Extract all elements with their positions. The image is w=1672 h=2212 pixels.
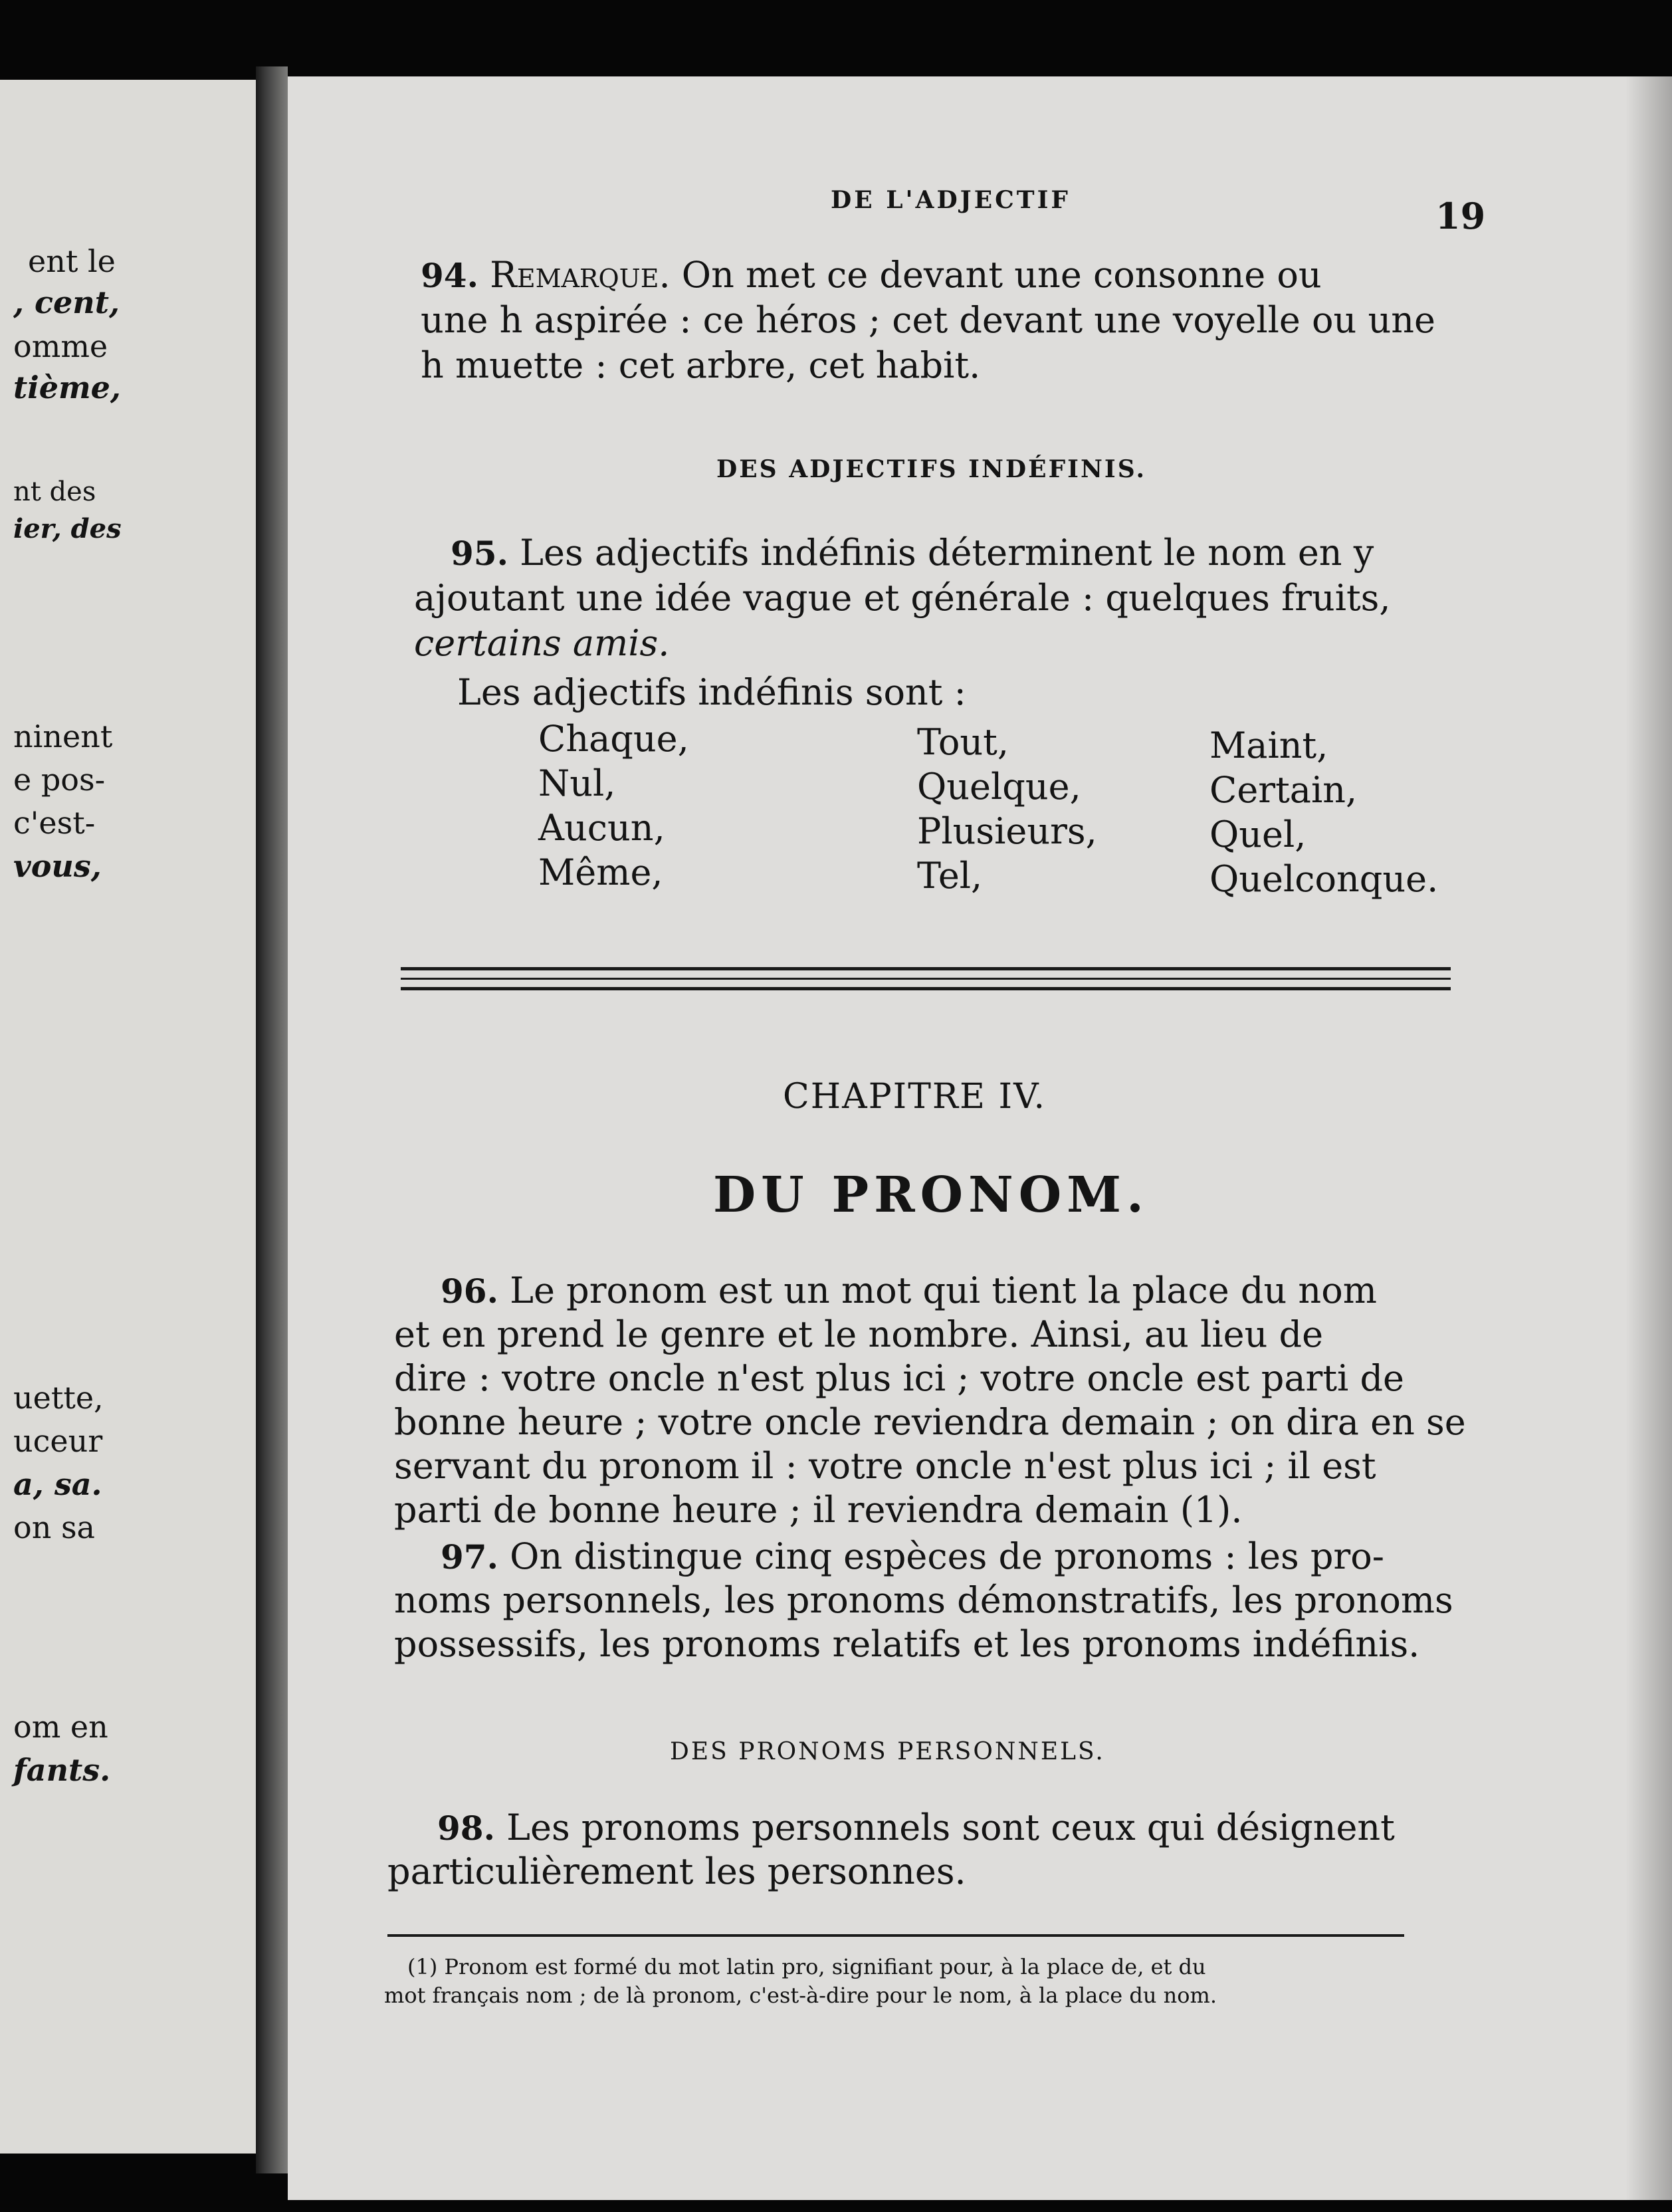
chapter-title: DU PRONOM. <box>713 1166 1149 1224</box>
list-item: Tout, <box>917 721 1009 763</box>
paragraph-96-line1 <box>441 1270 1377 1311</box>
list-item: Nul, <box>538 762 616 804</box>
list-item: Chaque, <box>538 718 689 760</box>
left-fragment: vous, <box>13 848 102 884</box>
left-fragment: fants. <box>13 1752 111 1788</box>
paragraph-94-line3: h muette : cet arbre, cet habit. <box>421 344 981 386</box>
list-item: Quelconque. <box>1209 858 1439 900</box>
left-fragment: ier, des <box>13 513 122 544</box>
paragraph-98-line1 <box>437 1807 1395 1848</box>
text-line: Les pronoms personnels sont ceux qui désignent <box>506 1807 1395 1848</box>
paragraph-94-line2: une h aspirée : ce héros ; cet devant une voyelle ou une <box>421 299 1436 341</box>
text-line: Les adjectifs indéfinis déterminent le nom en y <box>520 532 1374 574</box>
footnote-rule <box>387 1934 1404 1937</box>
list-item: Tel, <box>917 855 983 897</box>
paragraph-97-line1 <box>441 1535 1384 1577</box>
paragraph-number: 96. <box>441 1272 498 1311</box>
paragraph-95-intro: Les adjectifs indéfinis sont : <box>457 671 966 713</box>
left-fragment: ninent <box>13 719 113 754</box>
paragraph-97-line3: possessifs, les pronoms relatifs et les pronoms indéfinis. <box>394 1623 1420 1665</box>
left-fragment: ent le <box>28 243 116 279</box>
list-item: Certain, <box>1209 769 1358 811</box>
paragraph-96-line4: bonne heure ; votre oncle reviendra demain ; on dira en se <box>394 1401 1466 1443</box>
running-head: DE L'ADJECTIF <box>831 186 1071 214</box>
list-item: Aucun, <box>538 807 665 849</box>
left-fragment: on sa <box>13 1509 95 1545</box>
section-heading: DES PRONOMS PERSONNELS. <box>670 1738 1105 1765</box>
paragraph-97-line2: noms personnels, les pronoms démonstratifs, les pronoms <box>394 1579 1453 1621</box>
left-fragment: om en <box>13 1709 108 1745</box>
list-item: Plusieurs, <box>917 810 1097 852</box>
left-fragment: c'est- <box>13 805 96 841</box>
footnote-line1: (1) Pronom est formé du mot latin pro, signifiant pour, à la place de, et du <box>407 1954 1206 1979</box>
text-line: On distingue cinq espèces de pronoms : les pro- <box>510 1535 1384 1577</box>
paragraph-98-line2: particulièrement les personnes. <box>387 1850 966 1892</box>
left-fragment: omme <box>13 328 108 364</box>
page-number: 19 <box>1435 195 1486 237</box>
paragraph-95-line1 <box>451 532 1374 574</box>
paragraph-96-line3: dire : votre oncle n'est plus ici ; votre oncle est parti de <box>394 1357 1405 1399</box>
list-item: Quelque, <box>917 766 1081 808</box>
paragraph-96-line2: et en prend le genre et le nombre. Ainsi, au lieu de <box>394 1313 1324 1355</box>
left-fragment: uette, <box>13 1380 104 1416</box>
text-line: Le pronom est un mot qui tient la place du nom <box>510 1270 1377 1311</box>
left-fragment: e pos- <box>13 762 106 798</box>
paragraph-95-line2: ajoutant une idée vague et générale : quelques fruits, <box>414 577 1391 619</box>
divider-rule <box>401 987 1451 990</box>
paragraph-96-line5: servant du pronom il : votre oncle n'est plus ici ; il est <box>394 1445 1376 1487</box>
footnote-line2: mot français nom ; de là pronom, c'est-à-dire pour le nom, à la place du nom. <box>384 1983 1217 2008</box>
list-item: Maint, <box>1209 724 1328 766</box>
list-item: Même, <box>538 851 663 893</box>
paragraph-95-line3: certains amis. <box>414 622 670 664</box>
paragraph-94-line1 <box>421 254 1322 296</box>
paragraph-number: 97. <box>441 1537 498 1577</box>
left-fragment: uceur <box>13 1423 103 1459</box>
divider-rule <box>401 978 1451 980</box>
book-gutter <box>256 66 288 2173</box>
chapter-label: CHAPITRE IV. <box>783 1077 1047 1117</box>
page-edge-shadow <box>1625 76 1672 2200</box>
paragraph-number: 98. <box>437 1809 495 1848</box>
right-page <box>288 76 1672 2200</box>
paragraph-96-line6: parti de bonne heure ; il reviendra demain (1). <box>394 1489 1243 1531</box>
left-fragment: tième, <box>13 370 121 405</box>
left-fragment: a, sa. <box>13 1466 102 1502</box>
divider-rule <box>401 967 1451 970</box>
left-page <box>0 80 256 2154</box>
paragraph-number: 94. <box>421 256 478 295</box>
left-fragment: nt des <box>13 477 96 507</box>
text-line: On met ce devant une consonne ou <box>681 254 1322 296</box>
section-heading: DES ADJECTIFS INDÉFINIS. <box>716 455 1146 483</box>
paragraph-number: 95. <box>451 534 508 573</box>
remark-label: Remarque. <box>490 254 671 296</box>
list-item: Quel, <box>1209 814 1306 855</box>
left-fragment: , cent, <box>13 284 120 320</box>
